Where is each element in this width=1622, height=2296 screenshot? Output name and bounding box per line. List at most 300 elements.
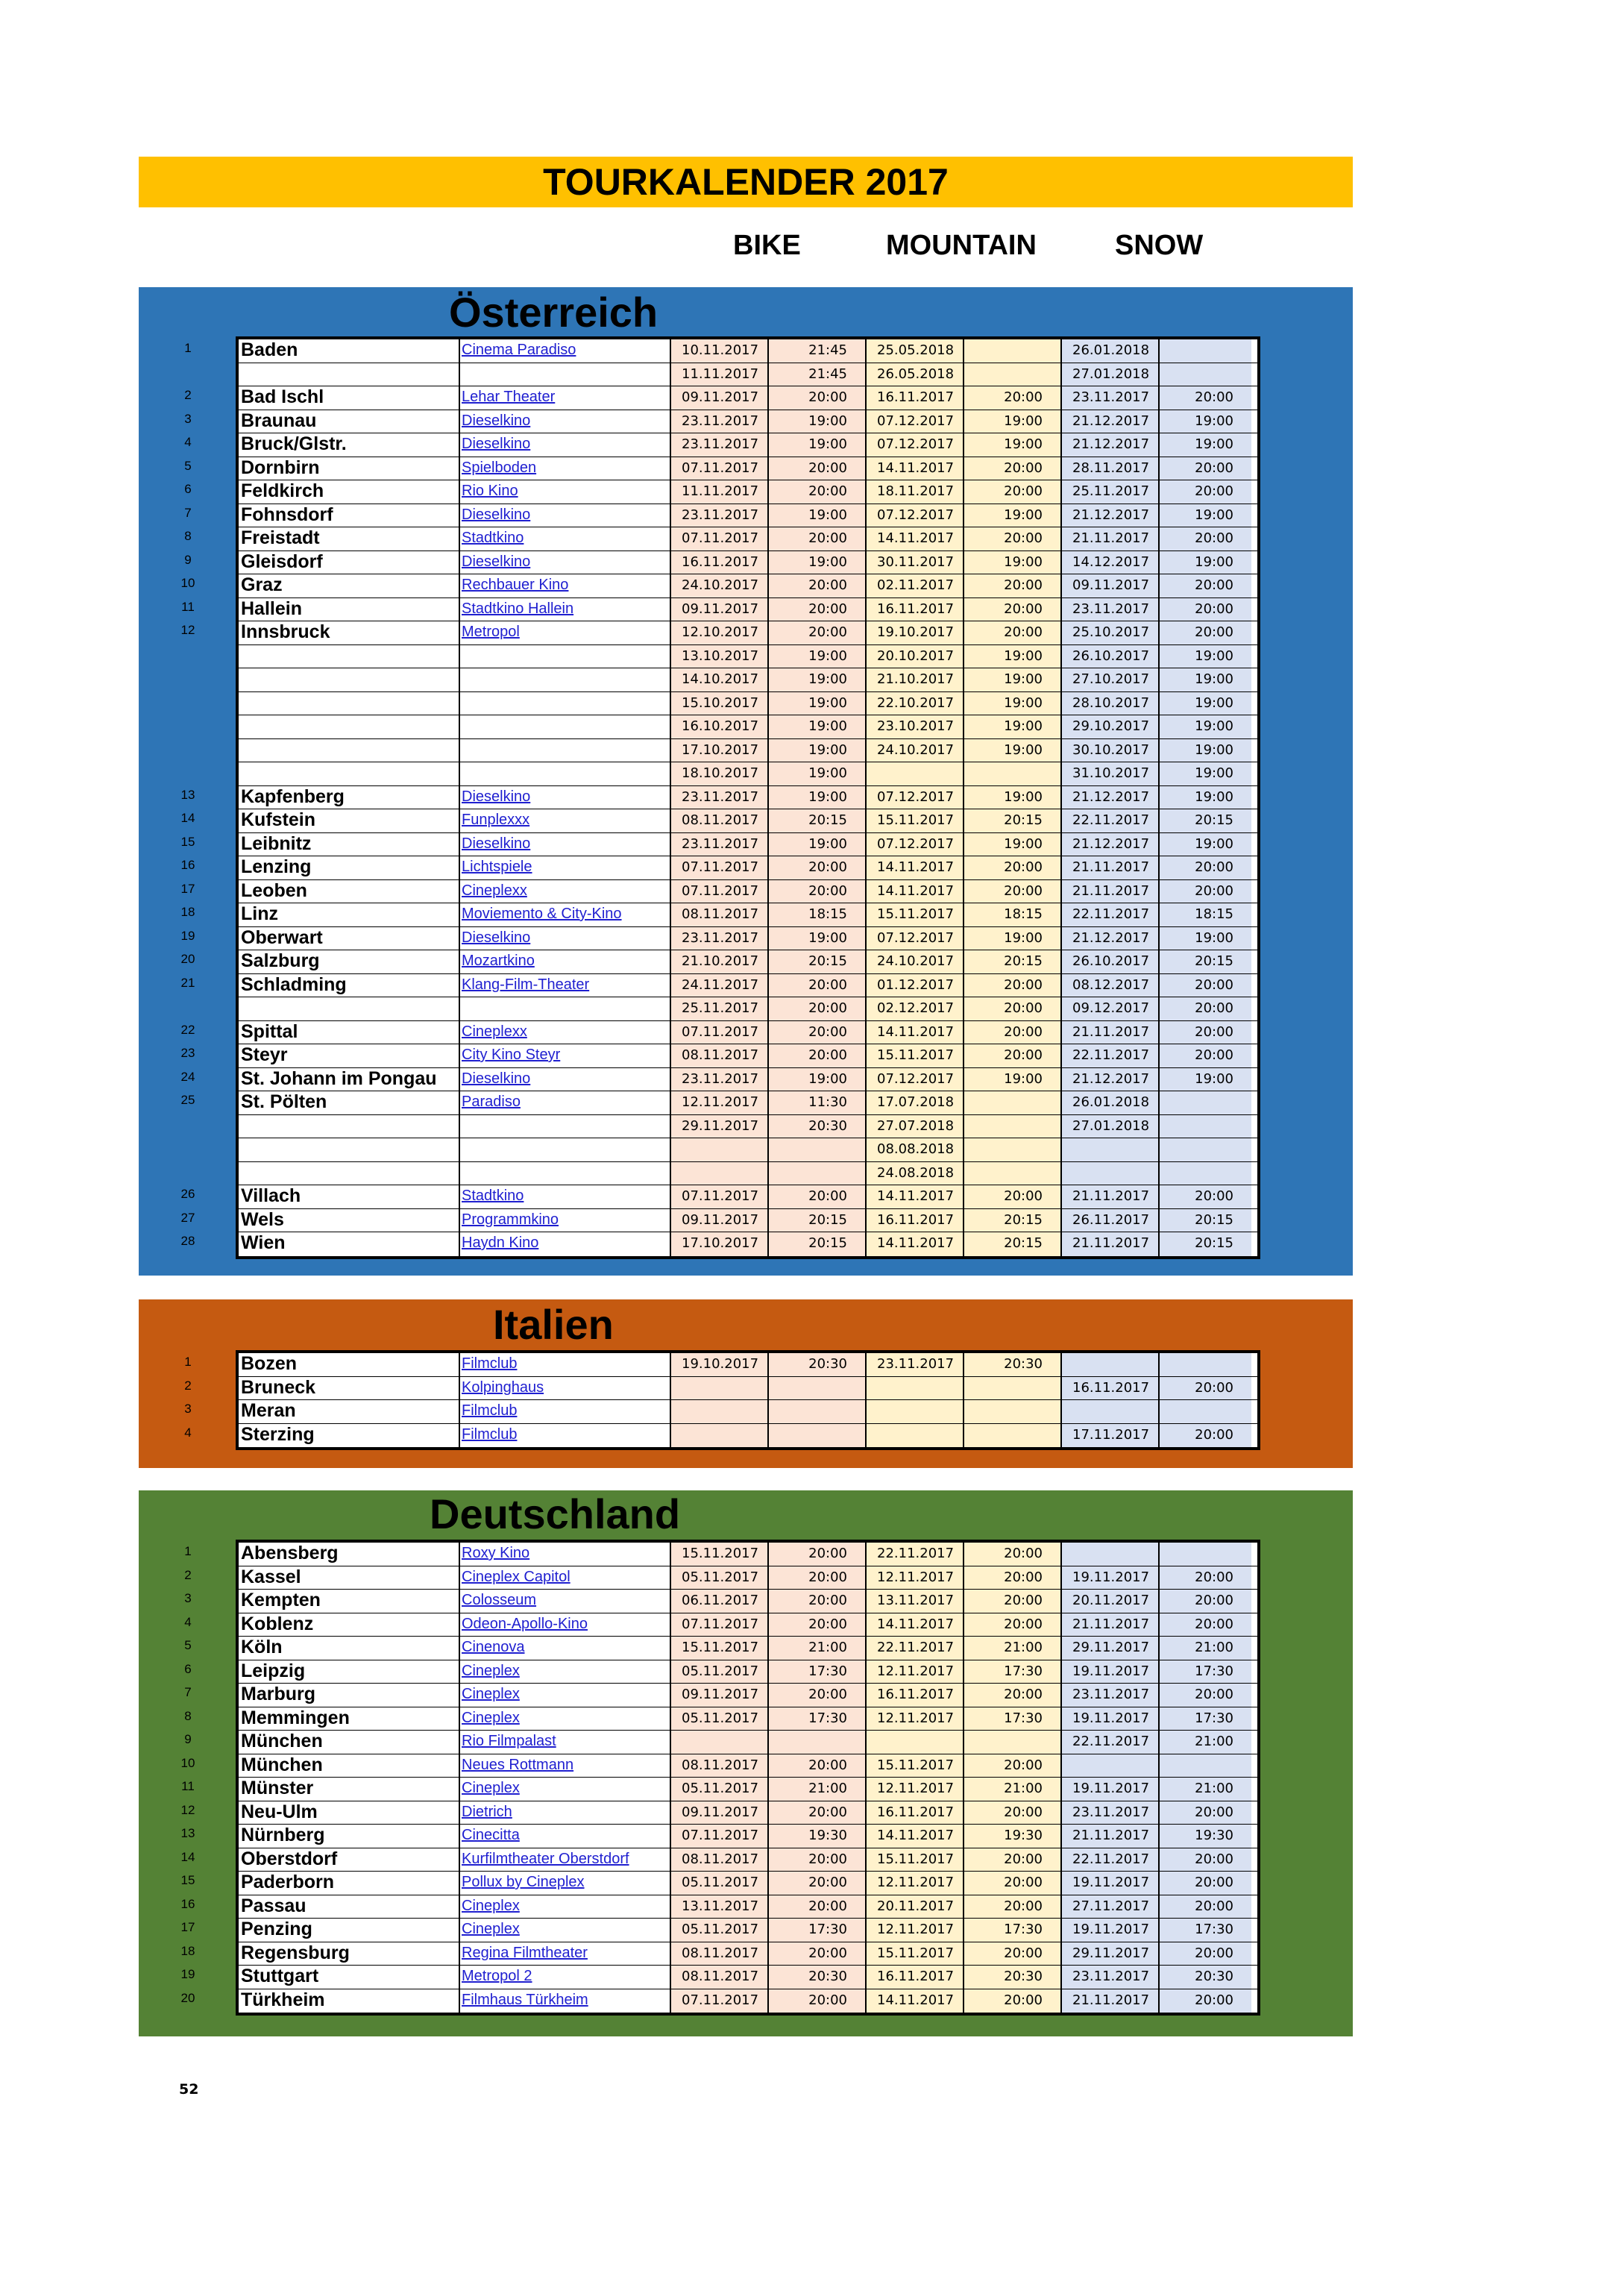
city-cell: Feldkirch — [241, 480, 324, 501]
city-cell: Schladming — [241, 973, 347, 995]
table-row — [239, 1801, 1257, 1825]
row-number: 13 — [180, 1826, 195, 1840]
table-row — [239, 527, 1257, 551]
snow-date: 20.11.2017 — [1060, 1590, 1158, 1613]
row-number: 15 — [180, 834, 195, 849]
mountain-date: 07.12.2017 — [865, 927, 963, 950]
table-row — [239, 1232, 1257, 1256]
bike-date: 09.11.2017 — [670, 386, 767, 410]
city-cell — [239, 715, 459, 738]
table-row — [239, 363, 1257, 387]
bike-date: 23.11.2017 — [670, 1068, 767, 1091]
cinema-link[interactable]: Filmhaus Türkheim — [459, 1989, 670, 2013]
table-row — [239, 974, 1257, 998]
mountain-time: 20:00 — [963, 480, 1060, 504]
snow-time: 18:15 — [1158, 903, 1251, 926]
table-row — [239, 856, 1257, 880]
category-mountain-header: MOUNTAIN — [886, 230, 1037, 261]
snow-date: 17.11.2017 — [1060, 1424, 1158, 1448]
mountain-time: 21:00 — [963, 1637, 1060, 1660]
cinema-link[interactable]: Cinema Paradiso — [459, 339, 670, 363]
cinema-link[interactable]: Odeon-Apollo-Kino — [459, 1613, 670, 1637]
snow-time — [1158, 1754, 1251, 1778]
snow-time: 20:00 — [1158, 1684, 1251, 1707]
snow-date: 19.11.2017 — [1060, 1660, 1158, 1684]
snow-time: 19:00 — [1158, 410, 1251, 433]
bike-time — [767, 1424, 865, 1448]
cinema-link[interactable]: Kurfilmtheater Oberstdorf — [459, 1848, 670, 1872]
mountain-time — [963, 1138, 1060, 1161]
cinema-link[interactable]: Spielboden — [459, 457, 670, 480]
snow-date: 21.11.2017 — [1060, 1232, 1158, 1256]
mountain-date — [865, 1400, 963, 1423]
table-row — [239, 1185, 1257, 1209]
cinema-link[interactable]: Dieselkino — [459, 551, 670, 574]
snow-time: 20:00 — [1158, 1872, 1251, 1895]
snow-date: 21.11.2017 — [1060, 1021, 1158, 1044]
page-number: 52 — [179, 2081, 199, 2098]
bike-time: 20:00 — [767, 880, 865, 903]
snow-date: 19.11.2017 — [1060, 1872, 1158, 1895]
city-cell: Lenzing — [241, 856, 312, 877]
mountain-time: 20:00 — [963, 1044, 1060, 1067]
snow-time: 21:00 — [1158, 1778, 1251, 1801]
cinema-link[interactable]: Dieselkino — [459, 433, 670, 457]
table-row — [239, 1115, 1257, 1139]
cinema-link[interactable]: City Kino Steyr — [459, 1044, 670, 1067]
mountain-time: 20:15 — [963, 809, 1060, 832]
bike-date: 23.11.2017 — [670, 833, 767, 856]
mountain-date: 19.10.2017 — [865, 621, 963, 644]
bike-date: 08.11.2017 — [670, 1044, 767, 1067]
table-row — [239, 1989, 1257, 2013]
mountain-date — [865, 1731, 963, 1754]
mountain-time: 19:00 — [963, 1068, 1060, 1091]
table-row — [239, 1044, 1257, 1068]
bike-date: 05.11.2017 — [670, 1707, 767, 1731]
cinema-link[interactable]: Dieselkino — [459, 1068, 670, 1091]
section-title: Italien — [493, 1301, 614, 1348]
table-row — [239, 1942, 1257, 1966]
snow-date: 23.11.2017 — [1060, 1966, 1158, 1989]
mountain-time: 20:00 — [963, 1895, 1060, 1919]
table-row — [239, 433, 1257, 457]
bike-time: 20:00 — [767, 1684, 865, 1707]
cinema-link[interactable]: Cineplex — [459, 1919, 670, 1942]
snow-date: 21.12.2017 — [1060, 833, 1158, 856]
bike-time: 20:00 — [767, 1185, 865, 1208]
snow-time: 20:30 — [1158, 1966, 1251, 1989]
bike-date: 05.11.2017 — [670, 1778, 767, 1801]
snow-date: 26.01.2018 — [1060, 339, 1158, 363]
city-cell: Kassel — [241, 1566, 301, 1587]
city-cell: Köln — [241, 1637, 283, 1657]
row-number: 1 — [184, 1544, 192, 1558]
row-number: 12 — [180, 1802, 195, 1817]
bike-date: 07.11.2017 — [670, 1613, 767, 1637]
city-cell: Kempten — [241, 1590, 321, 1610]
cinema-link[interactable]: Metropol — [459, 621, 670, 644]
mountain-time: 20:00 — [963, 386, 1060, 410]
cinema-link — [459, 997, 670, 1020]
snow-time: 19:00 — [1158, 504, 1251, 527]
mountain-time — [963, 1091, 1060, 1114]
city-cell: Villach — [241, 1185, 301, 1206]
cinema-link — [459, 668, 670, 691]
mountain-time: 20:00 — [963, 1942, 1060, 1966]
bike-date: 12.10.2017 — [670, 621, 767, 644]
bike-time: 19:00 — [767, 645, 865, 668]
section-austria — [139, 287, 1353, 1276]
city-cell — [239, 762, 459, 785]
city-cell: St. Pölten — [241, 1091, 327, 1112]
table-row — [239, 1848, 1257, 1872]
table-row — [239, 1353, 1257, 1377]
mountain-time: 20:00 — [963, 997, 1060, 1020]
mountain-time: 20:00 — [963, 1021, 1060, 1044]
city-cell — [239, 1138, 459, 1161]
table-row — [239, 715, 1257, 739]
cinema-link[interactable]: Cineplexx — [459, 1021, 670, 1044]
mountain-time: 20:00 — [963, 1754, 1060, 1778]
mountain-date: 13.11.2017 — [865, 1590, 963, 1613]
cinema-link[interactable]: Filmclub — [459, 1353, 670, 1376]
row-number: 12 — [180, 623, 195, 637]
cinema-link[interactable]: Cineplexx — [459, 880, 670, 903]
mountain-date: 07.12.2017 — [865, 504, 963, 527]
snow-date: 21.11.2017 — [1060, 527, 1158, 551]
city-cell: Hallein — [241, 597, 302, 619]
bike-date: 08.11.2017 — [670, 1848, 767, 1872]
bike-time: 20:00 — [767, 997, 865, 1020]
cinema-link[interactable]: Stadtkino — [459, 527, 670, 551]
bike-date — [670, 1400, 767, 1423]
mountain-time — [963, 1115, 1060, 1138]
snow-date: 21.12.2017 — [1060, 433, 1158, 457]
table-row — [239, 1091, 1257, 1115]
cinema-link[interactable]: Cineplex — [459, 1895, 670, 1919]
mountain-time: 20:00 — [963, 1590, 1060, 1613]
cinema-link[interactable]: Paradiso — [459, 1091, 670, 1114]
row-number: 6 — [184, 1661, 192, 1676]
cinema-link — [459, 715, 670, 738]
mountain-time: 20:00 — [963, 621, 1060, 644]
mountain-time: 19:00 — [963, 551, 1060, 574]
cinema-link[interactable]: Rio Filmpalast — [459, 1731, 670, 1754]
mountain-date: 23.10.2017 — [865, 715, 963, 738]
cinema-link[interactable]: Cineplex — [459, 1778, 670, 1801]
bike-time: 20:00 — [767, 1021, 865, 1044]
city-cell: Neu-Ulm — [241, 1801, 318, 1822]
table-row — [239, 504, 1257, 528]
city-cell: Innsbruck — [241, 621, 330, 642]
bike-time: 20:15 — [767, 1232, 865, 1256]
mountain-date: 21.10.2017 — [865, 668, 963, 691]
snow-time: 20:00 — [1158, 1801, 1251, 1825]
row-number: 26 — [180, 1187, 195, 1201]
snow-date: 27.01.2018 — [1060, 363, 1158, 386]
bike-date: 23.11.2017 — [670, 410, 767, 433]
cinema-link[interactable]: Funplexxx — [459, 809, 670, 832]
category-snow-header: SNOW — [1115, 230, 1204, 261]
row-number: 5 — [184, 1638, 192, 1652]
snow-date: 21.12.2017 — [1060, 927, 1158, 950]
snow-time — [1158, 339, 1251, 363]
cinema-link[interactable]: Moviemento & City-Kino — [459, 903, 670, 926]
mountain-date: 07.12.2017 — [865, 433, 963, 457]
bike-date: 07.11.2017 — [670, 1825, 767, 1848]
city-cell: Nürnberg — [241, 1825, 325, 1845]
city-cell: Freistadt — [241, 527, 320, 548]
row-number: 3 — [184, 1591, 192, 1605]
table-row — [239, 927, 1257, 951]
snow-date: 09.12.2017 — [1060, 997, 1158, 1020]
row-number: 10 — [180, 576, 195, 590]
cinema-link[interactable]: Colosseum — [459, 1590, 670, 1613]
mountain-date: 15.11.2017 — [865, 1754, 963, 1778]
city-cell: Stuttgart — [241, 1966, 319, 1986]
cinema-link[interactable]: Metropol 2 — [459, 1966, 670, 1989]
city-cell: Graz — [241, 574, 283, 595]
cinema-link[interactable]: Programmkino — [459, 1209, 670, 1232]
mountain-date: 18.11.2017 — [865, 480, 963, 504]
mountain-time: 17:30 — [963, 1707, 1060, 1731]
bike-time: 20:30 — [767, 1353, 865, 1376]
city-cell: München — [241, 1754, 323, 1775]
row-number: 4 — [184, 1614, 192, 1629]
cinema-link[interactable]: Dieselkino — [459, 833, 670, 856]
mountain-date: 24.08.2018 — [865, 1162, 963, 1185]
mountain-date: 12.11.2017 — [865, 1707, 963, 1731]
bike-date: 10.11.2017 — [670, 339, 767, 363]
city-cell: Leibnitz — [241, 832, 312, 854]
cinema-link[interactable]: Cineplex — [459, 1660, 670, 1684]
cinema-link[interactable]: Lichtspiele — [459, 856, 670, 879]
snow-date: 21.11.2017 — [1060, 1613, 1158, 1637]
city-cell — [239, 692, 459, 715]
cinema-link[interactable]: Rechbauer Kino — [459, 574, 670, 597]
bike-date: 12.11.2017 — [670, 1091, 767, 1114]
mountain-time: 20:00 — [963, 1801, 1060, 1825]
mountain-time — [963, 1377, 1060, 1400]
snow-time — [1158, 1543, 1251, 1566]
bike-time: 19:00 — [767, 715, 865, 738]
cinema-link[interactable]: Pollux by Cineplex — [459, 1872, 670, 1895]
section-germany — [139, 1490, 1353, 2036]
city-cell: Memmingen — [241, 1707, 350, 1728]
mountain-date: 15.11.2017 — [865, 809, 963, 832]
snow-date: 19.11.2017 — [1060, 1919, 1158, 1942]
row-number: 25 — [180, 1093, 195, 1107]
bike-date: 09.11.2017 — [670, 1209, 767, 1232]
cinema-link — [459, 363, 670, 386]
cinema-link[interactable]: Haydn Kino — [459, 1232, 670, 1256]
bike-time: 20:00 — [767, 974, 865, 997]
cinema-link[interactable]: Dieselkino — [459, 786, 670, 809]
cinema-link[interactable]: Cineplex — [459, 1684, 670, 1707]
bike-date: 15.11.2017 — [670, 1543, 767, 1566]
snow-time: 19:00 — [1158, 833, 1251, 856]
bike-date: 07.11.2017 — [670, 856, 767, 879]
mountain-date: 15.11.2017 — [865, 1942, 963, 1966]
mountain-time: 20:30 — [963, 1966, 1060, 1989]
mountain-date: 07.12.2017 — [865, 786, 963, 809]
snow-time: 19:00 — [1158, 762, 1251, 785]
snow-date: 29.10.2017 — [1060, 715, 1158, 738]
cinema-link[interactable]: Roxy Kino — [459, 1543, 670, 1566]
city-cell: Spittal — [241, 1020, 298, 1042]
snow-date: 26.10.2017 — [1060, 950, 1158, 973]
mountain-time: 19:00 — [963, 692, 1060, 715]
bike-time: 20:15 — [767, 1209, 865, 1232]
bike-date: 21.10.2017 — [670, 950, 767, 973]
bike-date: 17.10.2017 — [670, 739, 767, 762]
bike-time: 19:00 — [767, 1068, 865, 1091]
mountain-time: 20:00 — [963, 527, 1060, 551]
bike-time — [767, 1377, 865, 1400]
bike-date: 05.11.2017 — [670, 1660, 767, 1684]
table-row — [239, 1613, 1257, 1637]
snow-date: 22.11.2017 — [1060, 809, 1158, 832]
snow-date: 23.11.2017 — [1060, 598, 1158, 621]
mountain-date: 01.12.2017 — [865, 974, 963, 997]
bike-date: 07.11.2017 — [670, 1989, 767, 2013]
city-cell: Steyr — [241, 1044, 288, 1065]
mountain-time: 20:00 — [963, 856, 1060, 879]
bike-date: 05.11.2017 — [670, 1872, 767, 1895]
mountain-date: 14.11.2017 — [865, 856, 963, 879]
bike-time: 17:30 — [767, 1919, 865, 1942]
snow-date — [1060, 1138, 1158, 1161]
city-cell — [239, 645, 459, 668]
mountain-time: 19:00 — [963, 645, 1060, 668]
cinema-link[interactable]: Regina Filmtheater — [459, 1942, 670, 1966]
bike-time: 19:00 — [767, 739, 865, 762]
cinema-link[interactable]: Dietrich — [459, 1801, 670, 1825]
city-cell: Abensberg — [241, 1543, 339, 1563]
cinema-link[interactable]: Dieselkino — [459, 504, 670, 527]
mountain-date: 24.10.2017 — [865, 739, 963, 762]
snow-date: 26.01.2018 — [1060, 1091, 1158, 1114]
bike-date: 05.11.2017 — [670, 1566, 767, 1590]
mountain-date: 12.11.2017 — [865, 1778, 963, 1801]
bike-date: 18.10.2017 — [670, 762, 767, 785]
city-cell: Sterzing — [241, 1423, 315, 1445]
snow-time: 20:00 — [1158, 1590, 1251, 1613]
mountain-time: 20:00 — [963, 1684, 1060, 1707]
bike-date: 14.10.2017 — [670, 668, 767, 691]
table-row — [239, 1754, 1257, 1778]
cinema-link[interactable]: Stadtkino Hallein — [459, 598, 670, 621]
row-number: 16 — [180, 1896, 195, 1911]
row-number: 20 — [180, 952, 195, 966]
row-number: 10 — [180, 1755, 195, 1770]
snow-time: 19:00 — [1158, 715, 1251, 738]
table-row — [239, 1660, 1257, 1684]
table-row — [239, 1590, 1257, 1613]
table-row — [239, 997, 1257, 1021]
city-cell: Regensburg — [241, 1942, 350, 1963]
snow-time — [1158, 1138, 1251, 1161]
bike-date: 08.11.2017 — [670, 1966, 767, 1989]
mountain-date: 07.12.2017 — [865, 410, 963, 433]
bike-date: 24.10.2017 — [670, 574, 767, 597]
snow-time: 20:00 — [1158, 457, 1251, 480]
snow-time: 20:15 — [1158, 1232, 1251, 1256]
city-cell: Linz — [241, 903, 278, 924]
mountain-time — [963, 1400, 1060, 1423]
snow-time — [1158, 1162, 1251, 1185]
mountain-date: 07.12.2017 — [865, 833, 963, 856]
bike-time — [767, 1138, 865, 1161]
cinema-link[interactable]: Neues Rottmann — [459, 1754, 670, 1778]
city-cell: Münster — [241, 1778, 314, 1798]
row-number: 3 — [184, 411, 192, 426]
table-row — [239, 1684, 1257, 1707]
table-row — [239, 1400, 1257, 1424]
row-number: 2 — [184, 1378, 192, 1393]
mountain-time: 20:00 — [963, 974, 1060, 997]
city-cell — [239, 363, 459, 386]
mountain-time: 19:00 — [963, 833, 1060, 856]
cinema-link[interactable]: Rio Kino — [459, 480, 670, 504]
cinema-link — [459, 739, 670, 762]
bike-time: 19:00 — [767, 762, 865, 785]
row-number: 4 — [184, 1425, 192, 1440]
snow-time: 20:00 — [1158, 480, 1251, 504]
snow-time: 19:00 — [1158, 927, 1251, 950]
bike-time: 20:00 — [767, 1543, 865, 1566]
mountain-time: 19:00 — [963, 739, 1060, 762]
mountain-date: 22.11.2017 — [865, 1637, 963, 1660]
cinema-link[interactable]: Filmclub — [459, 1400, 670, 1423]
cinema-link[interactable]: Filmclub — [459, 1424, 670, 1448]
snow-date: 16.11.2017 — [1060, 1377, 1158, 1400]
tour-table — [236, 1540, 1260, 2016]
bike-date: 09.11.2017 — [670, 1684, 767, 1707]
cinema-link[interactable]: Dieselkino — [459, 927, 670, 950]
mountain-time: 20:00 — [963, 1848, 1060, 1872]
category-bike-header: BIKE — [733, 230, 801, 261]
cinema-link[interactable]: Cinecitta — [459, 1825, 670, 1848]
snow-time — [1158, 1353, 1251, 1376]
city-cell: Wien — [241, 1232, 286, 1253]
tour-table — [236, 336, 1260, 1259]
cinema-link[interactable]: Cineplex Capitol — [459, 1566, 670, 1590]
bike-time: 20:00 — [767, 1801, 865, 1825]
snow-date: 22.11.2017 — [1060, 1731, 1158, 1754]
snow-date: 25.10.2017 — [1060, 621, 1158, 644]
snow-date: 23.11.2017 — [1060, 1801, 1158, 1825]
cinema-link[interactable]: Mozartkino — [459, 950, 670, 973]
snow-date: 21.11.2017 — [1060, 1825, 1158, 1848]
cinema-link[interactable]: Klang-Film-Theater — [459, 974, 670, 997]
bike-time: 19:00 — [767, 433, 865, 457]
cinema-link[interactable]: Stadtkino — [459, 1185, 670, 1208]
cinema-link[interactable]: Dieselkino — [459, 410, 670, 433]
mountain-time: 20:15 — [963, 1209, 1060, 1232]
cinema-link[interactable]: Cineplex — [459, 1707, 670, 1731]
cinema-link[interactable]: Cinenova — [459, 1637, 670, 1660]
row-number: 6 — [184, 482, 192, 496]
snow-time: 17:30 — [1158, 1660, 1251, 1684]
cinema-link[interactable]: Lehar Theater — [459, 386, 670, 410]
bike-date: 23.11.2017 — [670, 433, 767, 457]
bike-time: 19:00 — [767, 504, 865, 527]
snow-time: 20:00 — [1158, 1021, 1251, 1044]
cinema-link[interactable]: Kolpinghaus — [459, 1377, 670, 1400]
bike-date: 13.11.2017 — [670, 1895, 767, 1919]
